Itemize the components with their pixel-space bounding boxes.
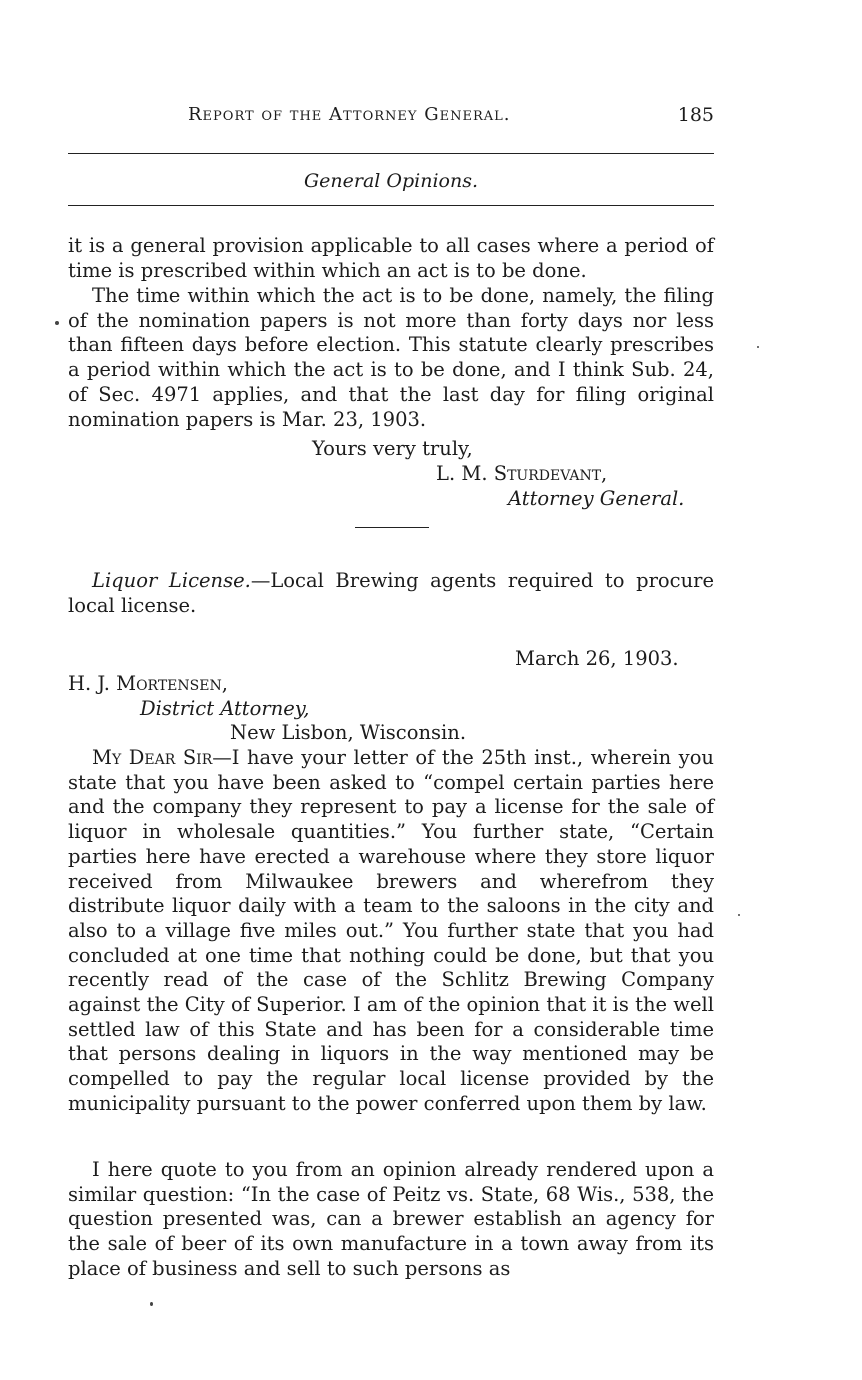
header-rule-top	[68, 153, 714, 154]
running-head	[68, 104, 714, 130]
signer-title: Attorney General.	[508, 487, 685, 510]
header-rule-bottom	[68, 205, 714, 206]
closing: Yours very truly,	[312, 437, 473, 460]
scan-speck	[150, 1302, 153, 1306]
opinion2-paragraph-1-text: —I have your letter of the 25th inst., wherein you state that you have been asked to “compel certain parties here and the company they represent to pay a license for the sale of liquor in wholesale quantities.” You further state, “Certain parties here have erected a warehouse where they store liquor received from Milwaukee brewers and wherefrom they distribute liquor daily with a team to the saloons in the city and also to a village five miles out.” You further state that you had concluded at one time that nothing could be done, but that you recently read of the case of the Schlitz Brewing Company against the City of Superior. I am of the opinion that it is the well settled law of this State and has been for a considerable time that persons dealing in liquors in the way mentioned may be compelled to pay the regular local license provided by the municipality pursuant to the power conferred upon them by law.	[68, 746, 714, 1115]
scan-speck	[55, 321, 59, 325]
opinion1-paragraph-1: it is a general provision applicable to all cases where a period of time is prescribed within which an act is to be done.	[68, 234, 714, 282]
running-title: Report of the Attorney General.	[188, 104, 511, 125]
opinion1-paragraph-2: The time within which the act is to be done, namely, the filing of the nomination papers is not more than forty days nor less than fifteen days before election. This statute clearly prescribes a period within which the act is to be done, and I think Sub. 24, of Sec. 4971 applies, and that the last day for filing original nomination papers is Mar. 23, 1903.	[68, 284, 714, 431]
section-heading: General Opinions.	[303, 170, 479, 192]
letter-date: March 26, 1903.	[515, 647, 679, 670]
headnote	[68, 569, 714, 618]
addressee-name: H. J. Mortensen,	[68, 672, 228, 695]
headnote-topic: Liquor License.	[92, 569, 251, 592]
headnote-text: —Local Brewing agents required to procure local license.	[68, 569, 714, 617]
separator-rule	[355, 527, 429, 528]
signer-name: L. M. Sturdevant,	[436, 462, 608, 485]
addressee-place: New Lisbon, Wisconsin.	[230, 721, 467, 744]
page-number: 185	[677, 104, 714, 126]
scan-speck	[757, 346, 759, 348]
opinion2-paragraph-1	[68, 746, 714, 1117]
opinion2-paragraph-2: I here quote to you from an opinion already rendered upon a similar question: “In the case of Peitz vs. State, 68 Wis., 538, the question presented was, can a brewer establish an agency for the sale of beer of its own manufacture in a town away from its place of business and sell to such persons as	[68, 1158, 714, 1280]
salutation: My Dear Sir	[92, 746, 213, 769]
addressee-title: District Attorney,	[140, 697, 310, 720]
scan-speck	[738, 914, 740, 916]
